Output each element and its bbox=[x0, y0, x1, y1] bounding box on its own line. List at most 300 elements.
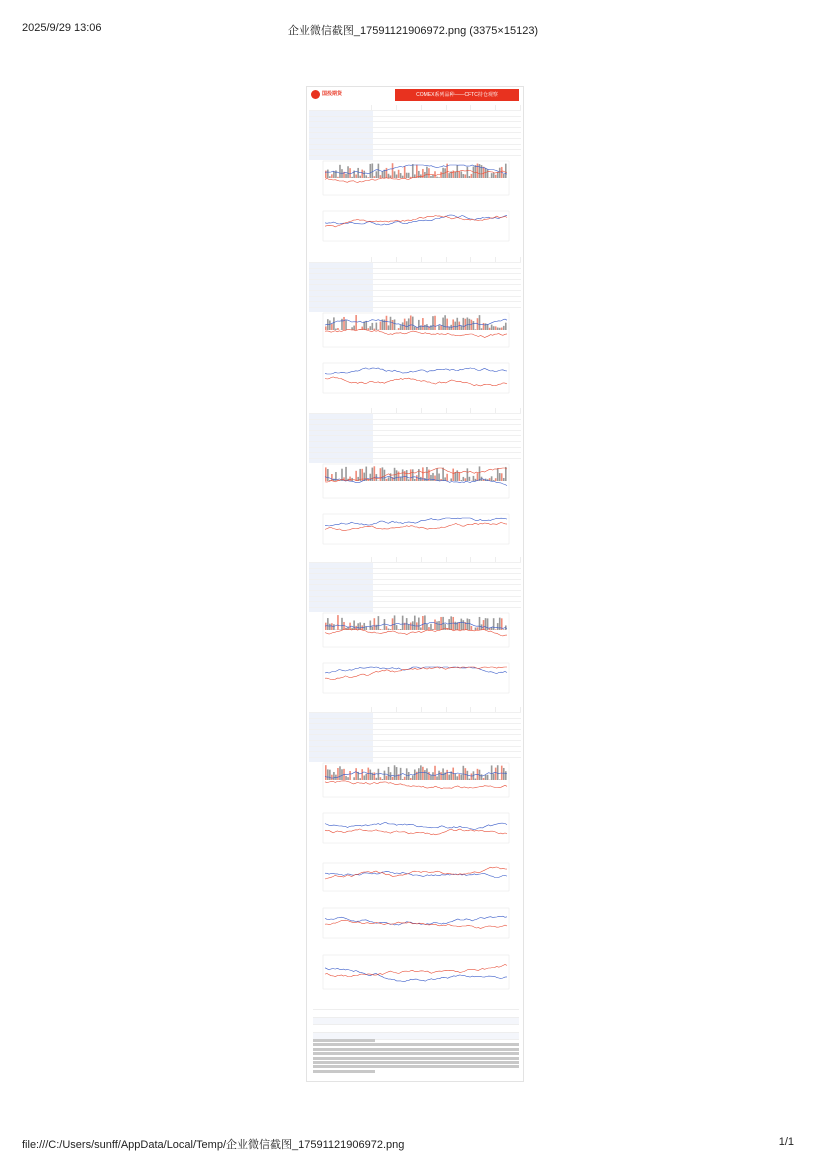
chart-bar bbox=[410, 623, 412, 630]
table-cell bbox=[373, 597, 398, 602]
position-table bbox=[309, 105, 521, 160]
chart-bar bbox=[406, 173, 408, 178]
position-table-row bbox=[309, 279, 521, 285]
chart-bar bbox=[355, 315, 357, 330]
chart-bar bbox=[471, 626, 473, 630]
table-cell bbox=[447, 724, 472, 729]
chart-bar bbox=[465, 319, 467, 330]
chart-bar bbox=[442, 168, 444, 178]
table-cell bbox=[422, 139, 447, 144]
table-cell bbox=[472, 563, 497, 568]
chart-bar bbox=[448, 619, 450, 630]
table-cell bbox=[309, 719, 373, 724]
table-cell bbox=[472, 128, 497, 133]
chart-series-line bbox=[325, 829, 507, 835]
chart-bar bbox=[331, 474, 333, 481]
table-cell bbox=[309, 269, 373, 274]
chart-bar bbox=[345, 174, 347, 178]
chart-bar bbox=[406, 768, 408, 780]
chart-bar bbox=[491, 325, 493, 330]
table-cell bbox=[309, 128, 373, 133]
table-cell bbox=[398, 122, 423, 127]
table-cell bbox=[496, 117, 521, 122]
chart-bar bbox=[384, 470, 386, 481]
table-cell bbox=[398, 274, 423, 279]
chart-bar bbox=[382, 172, 384, 178]
chart-bar bbox=[481, 165, 483, 178]
chart-bar bbox=[460, 171, 462, 178]
mini-chart bbox=[309, 607, 523, 657]
mini-chart bbox=[309, 657, 523, 703]
table-cell bbox=[447, 591, 472, 596]
chart-bar bbox=[505, 164, 507, 178]
chart-bar bbox=[456, 776, 458, 780]
chart-bar bbox=[420, 628, 422, 630]
chart-bar bbox=[467, 468, 469, 481]
chart-bar bbox=[436, 621, 438, 630]
mini-chart bbox=[309, 357, 523, 403]
chart-bar bbox=[465, 174, 467, 178]
chart-bar bbox=[382, 467, 384, 481]
chart-bar bbox=[432, 316, 434, 330]
table-cell bbox=[398, 297, 423, 302]
chart-bar bbox=[448, 775, 450, 780]
header-cell bbox=[496, 707, 521, 712]
table-cell bbox=[373, 713, 398, 718]
chart-bar bbox=[452, 617, 454, 630]
chart-bar bbox=[485, 323, 487, 330]
chart-bar bbox=[353, 777, 355, 780]
header-cell bbox=[422, 408, 447, 413]
chart-bar bbox=[475, 779, 477, 780]
chart-bar bbox=[398, 170, 400, 178]
chart-bar bbox=[485, 775, 487, 780]
table-cell bbox=[373, 591, 398, 596]
table-cell bbox=[422, 133, 447, 138]
table-cell bbox=[422, 591, 447, 596]
chart-bar bbox=[363, 623, 365, 630]
chart-bar bbox=[495, 478, 497, 481]
table-cell bbox=[447, 747, 472, 752]
header-cell bbox=[309, 257, 372, 262]
table-cell bbox=[309, 425, 373, 430]
position-table-row bbox=[309, 419, 521, 425]
chart-bar bbox=[434, 171, 436, 178]
table-cell bbox=[447, 269, 472, 274]
table-cell bbox=[422, 563, 447, 568]
chart-bar bbox=[394, 765, 396, 780]
table-cell bbox=[373, 425, 398, 430]
table-cell bbox=[398, 580, 423, 585]
chart-bar bbox=[355, 471, 357, 481]
table-cell bbox=[398, 431, 423, 436]
chart-bar bbox=[442, 468, 444, 481]
chart-bar bbox=[347, 166, 349, 178]
table-cell bbox=[309, 585, 373, 590]
chart-bar bbox=[388, 629, 390, 630]
chart-bar bbox=[376, 171, 378, 178]
chart-bar bbox=[434, 316, 436, 330]
header-cell bbox=[496, 257, 521, 262]
chart-bar bbox=[414, 327, 416, 330]
chart-bar bbox=[388, 767, 390, 780]
chart-bar bbox=[396, 175, 398, 178]
chart-bar bbox=[369, 164, 371, 178]
chart-bar bbox=[374, 466, 376, 481]
position-table-row bbox=[309, 110, 521, 116]
mini-chart-svg bbox=[309, 357, 523, 403]
table-cell bbox=[373, 741, 398, 746]
position-table-row bbox=[309, 132, 521, 138]
chart-bar bbox=[369, 621, 371, 630]
table-cell bbox=[373, 719, 398, 724]
table-cell bbox=[422, 574, 447, 579]
mini-chart bbox=[309, 205, 523, 251]
table-cell bbox=[447, 597, 472, 602]
chart-bar bbox=[467, 317, 469, 330]
chart-series-line bbox=[325, 523, 507, 531]
table-cell bbox=[373, 285, 398, 290]
chart-bar bbox=[499, 779, 501, 780]
table-cell bbox=[373, 414, 398, 419]
chart-bar bbox=[469, 779, 471, 780]
print-file-path: file:///C:/Users/sunff/AppData/Local/Temp/企业微信截图_17591121906972.png bbox=[22, 1139, 405, 1151]
table-cell bbox=[472, 713, 497, 718]
table-cell bbox=[373, 280, 398, 285]
note-line bbox=[313, 1039, 375, 1042]
table-cell bbox=[496, 128, 521, 133]
table-cell bbox=[422, 724, 447, 729]
chart-bar bbox=[422, 318, 424, 330]
table-cell bbox=[472, 414, 497, 419]
table-cell bbox=[309, 713, 373, 718]
table-cell bbox=[373, 730, 398, 735]
chart-bar bbox=[325, 326, 327, 330]
table-cell bbox=[309, 274, 373, 279]
chart-bar bbox=[367, 328, 369, 330]
chart-bar bbox=[400, 768, 402, 780]
table-cell bbox=[398, 442, 423, 447]
chart-bar bbox=[458, 472, 460, 481]
chart-bar bbox=[372, 627, 374, 630]
chart-bar bbox=[333, 317, 335, 330]
chart-frame bbox=[323, 211, 509, 241]
chart-bar bbox=[493, 618, 495, 630]
header-cell bbox=[496, 105, 521, 110]
chart-bar bbox=[428, 627, 430, 630]
position-table-row bbox=[309, 116, 521, 122]
chart-bar bbox=[376, 625, 378, 630]
table-cell bbox=[309, 291, 373, 296]
position-table-row bbox=[309, 718, 521, 724]
table-cell bbox=[309, 122, 373, 127]
chart-bar bbox=[390, 317, 392, 330]
chart-bar bbox=[483, 778, 485, 780]
chart-bar bbox=[396, 470, 398, 481]
chart-bar bbox=[483, 620, 485, 630]
report-logo bbox=[311, 90, 351, 100]
table-cell bbox=[472, 139, 497, 144]
chart-bar bbox=[495, 768, 497, 780]
chart-bar bbox=[400, 173, 402, 178]
chart-bar bbox=[414, 479, 416, 481]
chart-bar bbox=[497, 172, 499, 178]
chart-bar bbox=[392, 618, 394, 630]
position-table-row bbox=[309, 447, 521, 453]
table-cell bbox=[309, 263, 373, 268]
position-table-row bbox=[309, 712, 521, 718]
table-cell bbox=[472, 591, 497, 596]
position-table-row bbox=[309, 596, 521, 602]
chart-bar bbox=[388, 477, 390, 481]
chart-bar bbox=[408, 772, 410, 780]
table-cell bbox=[472, 122, 497, 127]
chart-series-line bbox=[325, 781, 507, 789]
chart-bar bbox=[329, 176, 331, 178]
chart-bar bbox=[446, 770, 448, 780]
header-cell bbox=[496, 557, 521, 562]
chart-bar bbox=[424, 770, 426, 780]
table-cell bbox=[496, 569, 521, 574]
chart-bar bbox=[430, 475, 432, 481]
position-table-row bbox=[309, 562, 521, 568]
table-cell bbox=[373, 297, 398, 302]
chart-frame bbox=[323, 663, 509, 693]
chart-bar bbox=[491, 476, 493, 481]
chart-bar bbox=[481, 328, 483, 330]
table-cell bbox=[309, 285, 373, 290]
print-title: 企业微信截图_17591121906972.png (3375×15123) bbox=[287, 25, 539, 37]
mini-chart-svg bbox=[309, 458, 523, 508]
chart-bar bbox=[392, 777, 394, 780]
header-cell bbox=[471, 707, 496, 712]
chart-bar bbox=[372, 323, 374, 330]
table-cell bbox=[447, 569, 472, 574]
table-cell bbox=[422, 285, 447, 290]
mini-chart-svg bbox=[309, 657, 523, 703]
chart-bar bbox=[497, 328, 499, 330]
chart-bar bbox=[327, 618, 329, 630]
chart-bar bbox=[369, 326, 371, 330]
table-cell bbox=[447, 263, 472, 268]
chart-bar bbox=[402, 322, 404, 330]
chart-bar bbox=[501, 327, 503, 330]
chart-frame bbox=[323, 363, 509, 393]
position-table-row bbox=[309, 740, 521, 746]
mini-chart bbox=[309, 508, 523, 554]
chart-bar bbox=[408, 173, 410, 178]
table-cell bbox=[373, 291, 398, 296]
chart-bar bbox=[341, 169, 343, 178]
position-table-row bbox=[309, 430, 521, 436]
table-cell bbox=[373, 431, 398, 436]
table-cell bbox=[373, 585, 398, 590]
table-cell bbox=[373, 563, 398, 568]
chart-bar bbox=[442, 318, 444, 330]
position-table-row bbox=[309, 138, 521, 144]
table-cell bbox=[309, 280, 373, 285]
chart-series-line bbox=[325, 920, 507, 928]
position-table-row bbox=[309, 441, 521, 447]
table-cell bbox=[496, 145, 521, 150]
position-table bbox=[309, 557, 521, 612]
chart-bar bbox=[471, 320, 473, 330]
chart-bar bbox=[349, 477, 351, 481]
table-cell bbox=[373, 442, 398, 447]
chart-bar bbox=[432, 629, 434, 630]
table-cell bbox=[496, 133, 521, 138]
chart-bar bbox=[353, 326, 355, 330]
table-cell bbox=[373, 747, 398, 752]
table-cell bbox=[309, 448, 373, 453]
table-cell bbox=[398, 145, 423, 150]
chart-bar bbox=[420, 174, 422, 178]
table-cell bbox=[422, 585, 447, 590]
table-cell bbox=[398, 713, 423, 718]
table-cell bbox=[398, 285, 423, 290]
table-cell bbox=[373, 274, 398, 279]
table-cell bbox=[472, 117, 497, 122]
table-cell bbox=[309, 297, 373, 302]
chart-bar bbox=[412, 469, 414, 481]
table-cell bbox=[447, 563, 472, 568]
chart-bar bbox=[412, 776, 414, 780]
chart-bar bbox=[473, 321, 475, 330]
chart-bar bbox=[361, 170, 363, 178]
chart-bar bbox=[426, 167, 428, 178]
chart-bar bbox=[463, 174, 465, 178]
table-cell bbox=[422, 269, 447, 274]
chart-bar bbox=[448, 173, 450, 178]
table-cell bbox=[373, 139, 398, 144]
table-cell bbox=[373, 133, 398, 138]
chart-bar bbox=[327, 170, 329, 178]
chart-bar bbox=[365, 627, 367, 630]
table-cell bbox=[398, 730, 423, 735]
chart-bar bbox=[365, 321, 367, 330]
mini-chart-svg bbox=[309, 902, 523, 948]
header-cell bbox=[496, 408, 521, 413]
chart-bar bbox=[335, 170, 337, 178]
table-cell bbox=[422, 741, 447, 746]
chart-bar bbox=[499, 473, 501, 481]
header-cell bbox=[447, 707, 472, 712]
chart-bar bbox=[400, 477, 402, 481]
position-table-row bbox=[309, 268, 521, 274]
chart-bar bbox=[469, 619, 471, 630]
position-table-row bbox=[309, 296, 521, 302]
chart-bar bbox=[357, 168, 359, 178]
chart-bar bbox=[345, 320, 347, 330]
mini-chart-svg bbox=[309, 155, 523, 205]
chart-bar bbox=[382, 779, 384, 780]
chart-bar bbox=[475, 628, 477, 630]
chart-bar bbox=[438, 621, 440, 630]
chart-bar bbox=[402, 616, 404, 630]
chart-bar bbox=[446, 474, 448, 481]
table-cell bbox=[309, 139, 373, 144]
chart-bar bbox=[325, 171, 327, 178]
table-cell bbox=[398, 724, 423, 729]
position-table-row bbox=[309, 435, 521, 441]
chart-bar bbox=[402, 469, 404, 481]
mini-chart-svg bbox=[309, 857, 523, 901]
table-cell bbox=[422, 442, 447, 447]
table-cell bbox=[309, 436, 373, 441]
table-cell bbox=[472, 585, 497, 590]
chart-bar bbox=[471, 174, 473, 178]
table-cell bbox=[447, 111, 472, 116]
chart-bar bbox=[410, 315, 412, 330]
chart-bar bbox=[452, 469, 454, 481]
comparison-header-row bbox=[313, 1003, 519, 1010]
table-cell bbox=[398, 735, 423, 740]
table-cell bbox=[309, 735, 373, 740]
table-cell bbox=[398, 420, 423, 425]
position-table-row bbox=[309, 144, 521, 150]
table-cell bbox=[447, 425, 472, 430]
chart-bar bbox=[388, 325, 390, 330]
chart-bar bbox=[503, 174, 505, 178]
chart-bar bbox=[400, 629, 402, 630]
table-cell bbox=[447, 145, 472, 150]
chart-bar bbox=[430, 176, 432, 178]
chart-bar bbox=[376, 323, 378, 330]
table-cell bbox=[472, 297, 497, 302]
table-cell bbox=[447, 139, 472, 144]
table-cell bbox=[447, 442, 472, 447]
table-cell bbox=[447, 719, 472, 724]
position-table-header bbox=[309, 707, 521, 712]
note-line bbox=[313, 1052, 519, 1055]
mini-chart-svg bbox=[309, 205, 523, 251]
table-cell bbox=[309, 730, 373, 735]
chart-bar bbox=[363, 322, 365, 330]
chart-bar bbox=[412, 164, 414, 178]
header-cell bbox=[422, 707, 447, 712]
table-cell bbox=[309, 591, 373, 596]
chart-bar bbox=[376, 474, 378, 481]
logo-mark-icon bbox=[311, 90, 320, 99]
table-cell bbox=[496, 563, 521, 568]
chart-bar bbox=[416, 475, 418, 481]
chart-bar bbox=[418, 618, 420, 630]
header-cell bbox=[471, 257, 496, 262]
table-cell bbox=[309, 597, 373, 602]
table-cell bbox=[472, 730, 497, 735]
comparison-row bbox=[313, 1018, 519, 1025]
chart-bar bbox=[422, 767, 424, 780]
chart-bar bbox=[487, 324, 489, 330]
chart-bar bbox=[503, 768, 505, 780]
table-cell bbox=[309, 431, 373, 436]
chart-bar bbox=[485, 618, 487, 630]
header-cell bbox=[397, 408, 422, 413]
table-cell bbox=[373, 263, 398, 268]
table-cell bbox=[496, 735, 521, 740]
chart-bar bbox=[463, 477, 465, 481]
table-cell bbox=[496, 442, 521, 447]
table-cell bbox=[309, 414, 373, 419]
table-cell bbox=[398, 436, 423, 441]
position-table-row bbox=[309, 573, 521, 579]
table-cell bbox=[422, 735, 447, 740]
chart-bar bbox=[503, 478, 505, 481]
chart-bar bbox=[341, 618, 343, 630]
table-cell bbox=[422, 414, 447, 419]
chart-bar bbox=[493, 173, 495, 178]
table-cell bbox=[398, 139, 423, 144]
